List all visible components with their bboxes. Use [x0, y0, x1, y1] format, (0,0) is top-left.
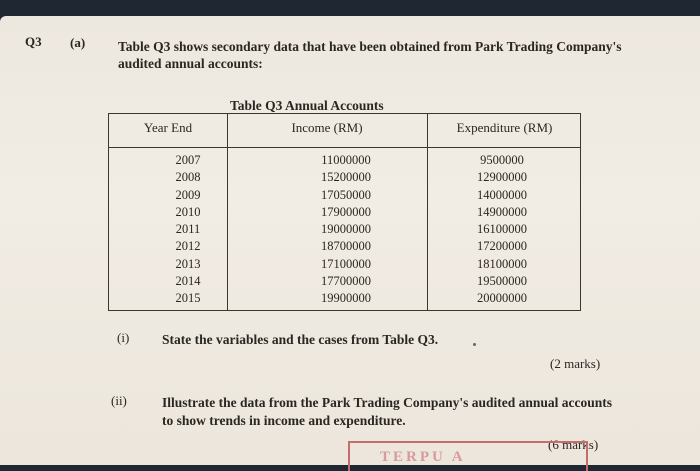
- header-year-end: Year End: [143, 120, 193, 135]
- year-cell: 2012: [175, 239, 201, 254]
- item-text-i: State the variables and the cases from Table Q3.: [162, 332, 439, 347]
- expenditure-cell: 14900000: [477, 204, 527, 219]
- income-cell: 17050000: [321, 187, 371, 202]
- income-column: [261, 152, 431, 308]
- income-cell: 17100000: [321, 256, 371, 271]
- marks-i: (2 marks): [550, 356, 601, 371]
- year-cell: 2010: [175, 204, 201, 219]
- expenditure-cell: 9500000: [480, 153, 524, 167]
- red-stamp: [348, 441, 588, 471]
- item-number-i: (i): [117, 330, 130, 345]
- income-cell: 17700000: [321, 274, 371, 289]
- expenditure-cell: 20000000: [477, 291, 527, 306]
- annual-accounts-table: [108, 113, 581, 311]
- item-number-ii: (ii): [111, 393, 127, 408]
- income-cell: 18700000: [321, 239, 371, 254]
- cursor-dot: [473, 343, 476, 346]
- marks-ii: (6 marks): [548, 437, 599, 452]
- expenditure-column: [427, 152, 577, 308]
- income-cell: 15200000: [321, 170, 371, 185]
- question-intro: Table Q3 shows secondary data that have been obtained from Park Trading Company's audited annual accounts:: [118, 39, 622, 71]
- year-cell: 2015: [175, 291, 201, 306]
- expenditure-cell: 12900000: [477, 170, 527, 185]
- income-cell: 19900000: [321, 291, 371, 306]
- year-cell: 2011: [175, 222, 201, 237]
- expenditure-cell: 17200000: [477, 239, 527, 254]
- stamp-text: TERPU A: [380, 449, 466, 465]
- income-cell: 17900000: [321, 204, 371, 219]
- year-cell: 2007: [175, 153, 201, 167]
- expenditure-cell: 19500000: [477, 274, 527, 289]
- expenditure-cell: 14000000: [477, 187, 527, 202]
- table-caption: Table Q3 Annual Accounts: [230, 98, 384, 113]
- question-part: (a): [70, 35, 86, 50]
- question-number: Q3: [25, 34, 42, 49]
- year-column: [109, 152, 267, 308]
- income-cell: 11000000: [321, 153, 371, 167]
- expenditure-cell: 16100000: [477, 222, 527, 237]
- header-expenditure: Expenditure (RM): [456, 120, 553, 135]
- year-cell: 2013: [175, 256, 201, 271]
- expenditure-cell: 18100000: [477, 256, 527, 271]
- year-cell: 2008: [175, 170, 201, 185]
- year-cell: 2009: [175, 187, 201, 202]
- year-cell: 2014: [175, 274, 201, 289]
- header-income: Income (RM): [291, 120, 363, 135]
- item-text-ii: Illustrate the data from the Park Trading Company's audited annual accounts to show trends in income and expenditure.: [162, 395, 613, 428]
- income-cell: 19000000: [321, 222, 371, 237]
